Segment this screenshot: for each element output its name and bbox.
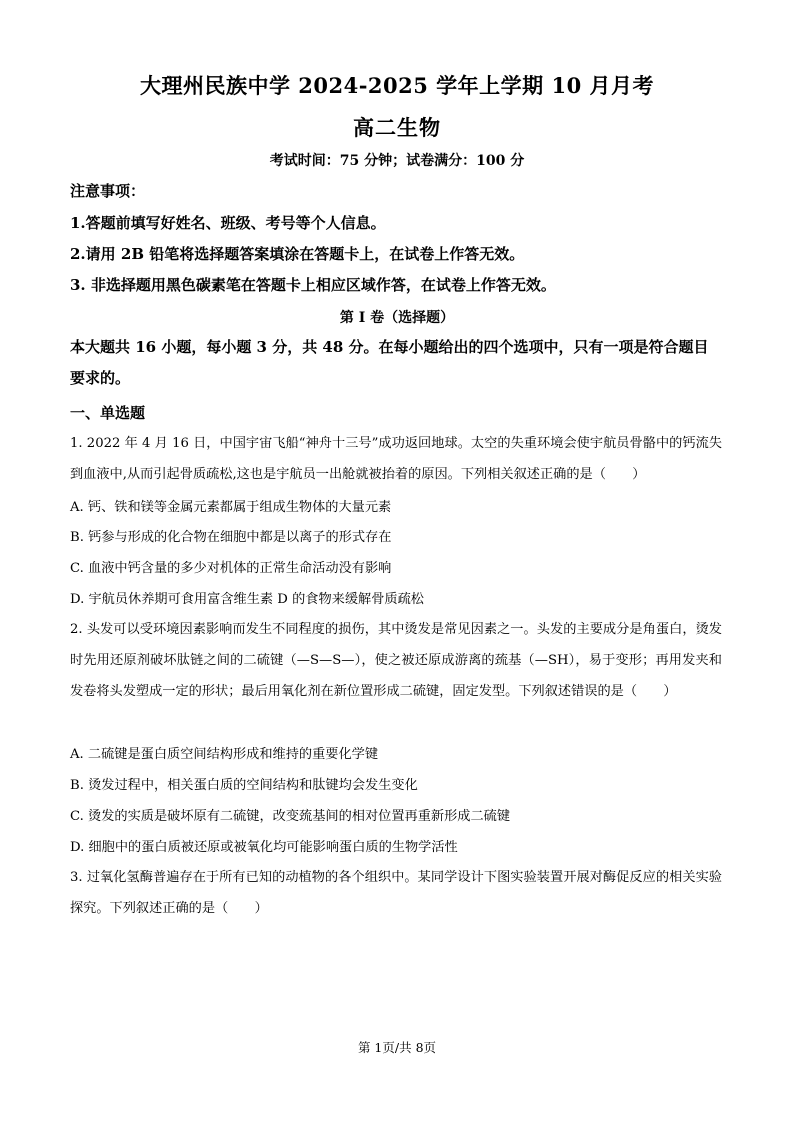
question-stem: 1. 2022 年 4 月 16 日，中国宇宙飞船“神舟十三号”成功返回地球。太空的失重环境会使宇航员骨骼中的钙流失到血液中,从而引起骨质疏松,这也是宇航员一出舱就被抬着的原因。下列相关叙述正确的是（ ）: [70, 436, 722, 482]
question-option: A. 钙、铁和镁等金属元素都属于组成生物体的大量元素: [70, 500, 392, 515]
question-option: B. 烫发过程中，相关蛋白质的空间结构和肽键均会发生变化: [70, 778, 418, 793]
section-heading: 一、单选题: [70, 404, 146, 422]
part-title: 第 I 卷（选择题）: [339, 310, 455, 326]
subject-title: 高二生物: [353, 115, 441, 140]
notice-item: 3. 非选择题用黑色碳素笔在答题卡上相应区域作答，在试卷上作答无效。: [70, 276, 556, 294]
notice-item: 2.请用 2B 铅笔将选择题答案填涂在答题卡上，在试卷上作答无效。: [70, 245, 525, 263]
part-instruction: 本大题共 16 小题，每小题 3 分，共 48 分。在每小题给出的四个选项中，只有一项是符合题目要求的。: [70, 338, 709, 387]
question-option: C. 血液中钙含量的多少对机体的正常生命活动没有影响: [70, 561, 392, 576]
question-option: B. 钙参与形成的化合物在细胞中都是以离子的形式存在: [70, 530, 392, 545]
question-option: A. 二硫键是蛋白质空间结构形成和维持的重要化学键: [70, 747, 379, 762]
question-option: D. 宇航员休养期可食用富含维生素 D 的食物来缓解骨质疏松: [70, 592, 424, 607]
question-option: D. 细胞中的蛋白质被还原或被氧化均可能影响蛋白质的生物学活性: [70, 840, 458, 855]
question-option: C. 烫发的实质是破坏原有二硫键，改变巯基间的相对位置再重新形成二硫键: [70, 809, 511, 824]
question-stem: 2. 头发可以受环境因素影响而发生不同程度的损伤，其中烫发是常见因素之一。头发的主要成分是角蛋白，烫发时先用还原剂破坏肽链之间的二硫键（—S—S—），使之被还原成游离的巯基（—SH），易于变形；再用发夹和发卷将头发塑成一定的形状；最后用氧化剂在新位置形成二硫键，固定发型。下列叙述错误的是（ ）: [70, 622, 722, 699]
notice-item: 1.答题前填写好姓名、班级、考号等个人信息。: [70, 214, 386, 232]
notice-heading: 注意事项：: [70, 182, 146, 200]
page-footer: 第 1页/共 8页: [357, 1040, 437, 1055]
question-stem: 3. 过氧化氢酶普遍存在于所有已知的动植物的各个组织中。某同学设计下图实验装置开展对酶促反应的相关实验探究。下列叙述正确的是（ ）: [70, 870, 722, 916]
exam-info: 考试时间：75 分钟；试卷满分：100 分: [269, 153, 525, 169]
exam-title: 大理州民族中学 2024-2025 学年上学期 10 月月考: [139, 73, 655, 98]
